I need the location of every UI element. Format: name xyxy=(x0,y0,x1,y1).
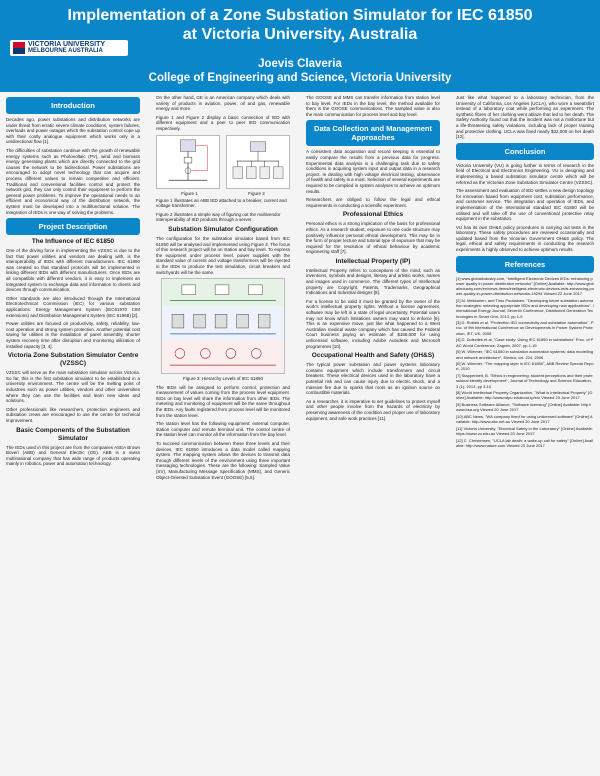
column-2 xyxy=(156,95,290,483)
paragraph: As a researcher, it is imperative to set guidelines to protect myself and other people involve from the hazards of electricity by preserving awareness of the condition and proper use of laboratory equipment, and safe work practices [11]. xyxy=(306,398,440,421)
reference-item: [10] ABC News, "WA company fined for using unlicensed software" [Online] Available: http://www.abc.net.au Viewed 20 June 2017 xyxy=(456,414,593,425)
logo-mark-icon xyxy=(13,42,25,54)
figure-3 xyxy=(161,278,285,374)
paragraph: Power utilities are focused on productivity, safety, reliability, low-cost operation and strong system protection. Another potential cost saving for utilities is the installation of panel assembly, shorter system recovery time after disruption and monitoring utilization of installed capacity [3, 4]. xyxy=(6,321,140,349)
paragraph: Intellectual Property refers to conceptions of the mind, such as inventions, symbols and designs, literary and artistic works, names and images used in commerce. The different types of Intellectual property are Copyright, Patents, Trademarks, Geographical Indications and Industrial designs [8]. xyxy=(306,267,440,296)
reference-item: [11] Victoria University, "Electrical Safety in the Laboratory" [Online] Available: https://www.vu.edu.au Viewed 20 June 2017 xyxy=(456,425,594,437)
paragraph: The GOOSE and MMS can transfer information from station level to bay level. For IEDs in the bay level, the method available for them is the GOOSE communications. The sampled value is also the main communication for process level and bay level. xyxy=(306,95,440,117)
subsection-heading: Professional Ethics xyxy=(342,211,404,219)
figure-3-caption: Figure 3: Hierarchy Levels of IEC 61850 xyxy=(182,376,264,382)
paragraph: Just like what happened to a laboratory technician, from the University of California, Los Angeles (UCLA), who wore a sweatshirt instead of a laboratory coat while performing an experiment. The synthetic fibres of her clothing went ablaze that led to her death. The Safety Authority found out that the incident was not a misfortune but a life-threatening safety violations, including lack of proper training and protective clothing. UCLA was fined nearly $32,000 on her death [12]. xyxy=(456,95,594,140)
reference-item: [1] www.globalindustry.com, "Intelligent Electronic Devices IEDs: enhancing power quality in power distribution networks" [Online] Available: http://www.globalindustry.com/en/news-items/intelligent-electronic-devices-ieds-enhancing-power-quality-in-power-distribution-networks-19294 Viewed 22 June 2017 xyxy=(456,275,594,297)
poster-header xyxy=(0,0,600,92)
figure-1 xyxy=(156,135,220,189)
paragraph: Other standards are also introduced through the International Electrotechnical Commission (IEC) for various substation applications: Energy Management System (IEC61970 CIM extensions) and Distribution Management System (IEC 61968) [2]. xyxy=(6,295,140,318)
column-3 xyxy=(306,95,440,424)
paragraph: The IEDs used in this project are from the companies ASEA Brown Boveri (ABB) and General Electric (GE). ABB is a swiss multinational company that has wide range of products operating mainly in robotics, power and automation technology. xyxy=(6,444,140,467)
university-logo: VICTORIA UNIVERSITY MELBOURNE AUSTRALIA xyxy=(10,40,128,56)
section-heading: References xyxy=(456,256,594,273)
figure-row xyxy=(156,135,290,189)
reference-item: [4] D. Dolezilek et al, "Case study: Using IEC 61850 in substations" Proc. of PAC World Conference, Zagreb, 2007, pp 1-15 xyxy=(456,337,594,348)
paragraph: Personal ethics is a strong implication of the basis for professional ethics. As a research student, exposure to one code structure may positively influence personal ethical development. This may be in the form of proper lecture and tutorial type of exposure that may be required for the resolution of ethical behaviour by academic engineering staff [7]. xyxy=(306,221,440,255)
reference-item: [8] World Intellectual Property Organization, "What is Intellectual Property" [Online] Available: http://www.wipo.int/about-ip/en/ Viewed 20 June 2017 xyxy=(456,390,593,401)
reference-item: [12] C. Christensen, "UCLA lab death: a wake-up call for safety" [Online] Available: http://www.nature.com Viewed 20 June 2017 xyxy=(456,437,594,449)
reference-item: [2] M. Mekkanen, and Timo Poutiainen, "Developing future substation automation strategies: selecting appropriate IEDs and developing new applications", International Energy Journal, Seventh Conference, Distributed Generation Technologies in Smart Grid, 2013, pp 1-9 xyxy=(456,297,594,319)
paragraph: Decades ago, power substations and distribution networks are under threat from erratic severe climate conditions, system failures, overloads and power outages which the substation control cope up with their costly analogue equipment which works only in a unidirectional flow [1]. xyxy=(6,117,140,145)
reference-item: [9] Business Software Alliance, "Software licensing" [Online] Available: http://www.bsa.org Viewed 20 June 2017 xyxy=(456,402,592,413)
subsection-heading: Intellectual Property (IP) xyxy=(335,257,411,265)
figure-labels: Figure 1 Figure 2 xyxy=(181,190,265,196)
paragraph: Other professionals like researchers, protection engineers and substation crews are encouraged to use the centre for technical improvement. xyxy=(6,406,140,423)
subsection-heading: Victoria Zone Substation Simulator Centre (VZSSC) xyxy=(7,352,139,368)
section-heading: Data Collection and Management Approaches xyxy=(306,120,440,146)
paragraph: The IEDs will be assigned to perform control, protection and measurement of values coming from the process level equipment. IEDs on bay level will share the information from other IEDs. The metering and monitoring of equipment will be the same throughout the IEDs. Any faults registered from process level will be monitored from the station level. xyxy=(156,384,290,418)
reference-item: [5] W. Wimmer, "IEC 61850 in substation automation systems: data modelling and network architecture", Electra, vol. 224, 2006 xyxy=(456,349,594,360)
figure-1-caption: Figure 1 illustrates an ABB IED attached to a breaker, current and voltage transformer. xyxy=(156,197,287,209)
references-list xyxy=(456,276,594,449)
subsection-heading: Basic Components of the Substation Simulator xyxy=(16,426,130,442)
paragraph: VZSSC will serve as the main substation simulator across Victoria. So far, this is the first substation simulator to be established in a university environment. The centre will be the melting point of industries such as power utilities, vendors and other universities where they can use the facilities and learn new ideas and solutions. xyxy=(6,370,140,404)
subsection-heading: Substation Simulator Configuration xyxy=(168,225,278,233)
column-1 xyxy=(6,95,140,470)
subsection-heading: Occupational Health and Safety (OH&S) xyxy=(311,352,435,360)
affiliation: College of Engineering and Science, Victoria University xyxy=(148,72,452,84)
paragraph: The station level has the following equipment: external computer, station computer and remote terminal unit. The control centre of the station level can monitor all the information from the bay level. xyxy=(156,421,290,438)
paragraph: The difficulties of substation continue with the growth of renewable energy systems such as Photovoltaic (PV), wind and biomass energy generating plants which are directly connected to the grid causes the network to be bidirectional. Power substations are encouraged to adopt novel technology that can acquire and process different values to remain competitive and efficient. Traditional and conventional facilities control and protect the network grid, they can only control their equipment to perform the general power problems. To improve the operational needs to an efficient and economical way of the distribution network, the system must be developed into a multifunctional solution. The integration of IEDs is one way of solving the problems. xyxy=(6,147,140,215)
paragraph: The configuration for the substation simulator based from IEC 61850 will be analysed and implemented using Figure 3. The focus of this research project will be on station and bay level. To express the equipment under process level, power supplies with the standard value of current and voltage transformers will be injected in the IEDs to produce the test simulation, circuit breakers and switchyards will be the same. xyxy=(156,235,290,275)
reference-item: [3] D. Roblek et al, "Protection IED connectivity and substation automation", Proc. of 9th International Conference on Developments in Power System Protection, IET, UK, 2008 xyxy=(456,320,594,336)
section-heading: Conclusion xyxy=(456,143,594,160)
paragraph: The typical power substation and power systems laboratory contains equipment which include transformers and circuit breakers. These electrical devices used in the laboratory have a potential risk and can cause injury due to electric shock, and a massive fire due to sparks that roots as an ignition source on combustible materials. xyxy=(306,362,440,396)
subsection-heading: The Influence of IEC 61850 xyxy=(31,238,115,246)
paragraph: One of the driving force in implementing the VZSSC is due to the fact that power utilities and vendors are dealing with, is the interoperability of IEDs with different manufacturers. IEC 61850 was created so that standard protocols will be implemented in linking different IEDs with different manufacturers. Once IEDs are all compatible with different vendors, it is easy to implement an integrated system to exchange data and information to clients and devices through communication. xyxy=(6,248,140,293)
paragraph: To succeed communication between these three levels and their devices, IEC 61850 introduces a data model called mapping system. The mapping system allows the devices to transmit data through different levels of the environment using three important messaging technologies. These are the following: Sampled Value (SV), Manufacturing Message Specification (MMS), and Generic Object-Oriented Substation Event (GOOSE) [5,6]. xyxy=(156,441,290,480)
section-heading: Project Description xyxy=(6,218,140,235)
paragraph: VU has its own OH&S policy procedures in carrying out tests in the laboratory. These safety procedures are reviewed occasionally and updated based from the Victorian Government OH&S policy. The legal, ethical and safety requirements in conducting the research experiments is highly observed to achieve optimum results. xyxy=(456,224,594,253)
reference-item: [7] Stappenbelt, B. "Ethics in engineering: student perceptions and their professional identity development", Journal of Technology and Science Education, 3 (1), 2013, pp 3-10 xyxy=(456,373,593,389)
paragraph: For a license to be valid it must be granted by the owner of the work's intellectual property rights. Without a license agreement, software may be left in a state of legal uncertainty. Potential users may not know which limitations owners may want to enforce [9]. This is an expensive move, just like what happened to a West Australian medical waste company which has caused the Federal Court business paying an estimate of $158,000 for using unlicensed software, including Adobe Autodesk and Microsoft programmes [10]. xyxy=(306,298,440,349)
section-heading: Introduction xyxy=(6,97,140,114)
author-name: Joevis Claveria xyxy=(258,58,342,70)
paragraph: Researchers are obliged to follow the legal and ethical requirements in conducting a scientific experiment. xyxy=(306,197,440,208)
column-4 xyxy=(456,95,594,450)
paragraph: The assessment and evaluation of IED settles a new design topology for innovation based from equipment cost, substation performance, and customer service. The integration and operation of IEDs, and implementation of the International standard IEC 61850 will be utilised and will take off the use of conventional protective relay equipment in the substation. xyxy=(456,188,594,222)
paragraph: On the other hand, GE is an American company which deals with variety of products in aviation, power, oil and gas, renewable energy and more. xyxy=(156,95,290,112)
figure-2 xyxy=(226,135,290,189)
reference-item: [6] W. Wimmer, "The mapping layer in IEC 61850", ABB Review Special Report, 2010 xyxy=(456,361,594,372)
paragraph: Figure 1 and Figure 2 display a basic connection of IED with different equipment and a peer to peer IED communication respectively. xyxy=(156,114,290,131)
figure-2-caption: Figure 2 illustrates a simple way of figuring out the multivendor interoperability of IED products through a server. xyxy=(156,211,281,223)
paragraph: A consistent data acquisition and record keeping is essential to easily compare the results from a previous data for progress. Experimental data analysis is a challenging task due to safety conditions in acquiring system input and output data in a research project. In dealing with high voltage electrical testing, observance of health and safety is a must. Selection of several experiments are required to be compiled in system analyses to achieve an optimum results. xyxy=(306,149,440,194)
paragraph: Victoria University (VU) is going further in terms of research in the field of Electrical and Electronics Engineering. VU is designing and implementing a based substation simulator centre which will be referred as the Victorian Zone Substation Simulator Centre (VZSSC). xyxy=(456,162,594,185)
poster-title: Implementation of a Zone Substation Simulator for IEC 61850 at Victoria University, Australia xyxy=(67,7,533,43)
